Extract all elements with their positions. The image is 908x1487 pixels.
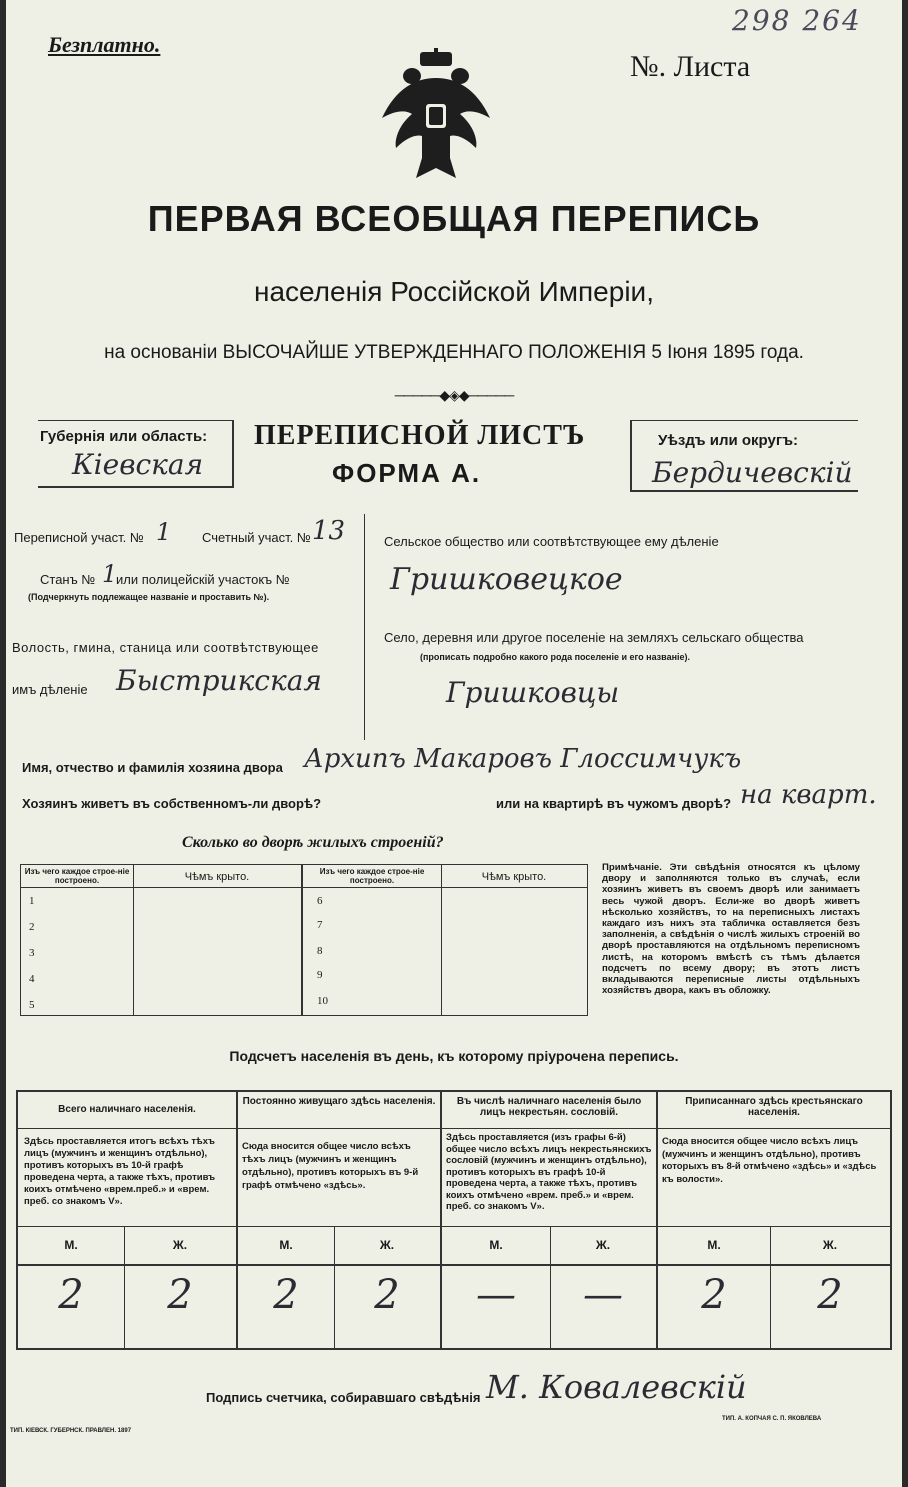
row-label: 8 (317, 945, 323, 957)
rent-label: или на квартирѣ въ чужомъ дворѣ? (496, 796, 732, 811)
form-name: ФОРМА А. (332, 458, 482, 488)
row-label: 2 (29, 921, 35, 933)
society-label: Сельское общество или соотвѣтствующее ему дѣленіе (384, 534, 719, 549)
row-label: 5 (29, 999, 35, 1011)
police-label: или полицейскій участокъ № (116, 572, 290, 587)
volost-value: Быстрикская (116, 664, 322, 697)
owner-name-label: Имя, отчество и фамилія хозяина двора (22, 760, 283, 775)
main-title: ПЕРВАЯ ВСЕОБЩАЯ ПЕРЕПИСЬ (147, 198, 761, 239)
pop-col1-desc: Здѣсь проставляется итогъ всѣхъ тѣхъ лицъ (мужчинъ и женщинъ отдѣльно), противъ которыхъ въ 10-й графѣ проведена черта, а также тѣхъ, противъ коихъ отмѣчено «врем.преб.» и «врем. преб. со знакомъ V». (24, 1136, 216, 1207)
pop-col3-header: Въ числѣ наличнаго населенія было лицъ некрестьян. сословій. (456, 1096, 642, 1118)
signature-value: М. Ковалевскій (486, 1368, 747, 1406)
stan-value: 1 (102, 560, 118, 588)
pop-col2-desc: Сюда вносится общее число всѣхъ тѣхъ лицъ (мужчинъ и женщинъ отдѣльно), противъ которыхъ въ 9-й графѣ отмѣчено «здѣсь». (242, 1141, 419, 1191)
stan-label: Станъ № (40, 572, 96, 587)
row-label: 3 (29, 947, 35, 959)
society-value: Гришковецкое (390, 562, 623, 597)
buildings-note: Примѣчаніе. Эти свѣдѣнія относятся къ цѣлому двору и заполняются только въ случаѣ, если хозяинъ живетъ въ своемъ дворѣ или занимаетъ весь чужой дворъ. Если-же во дворѣ живетъ нѣсколько хозяйствъ, то на переписныхъ листахъ каждаго изъ нихъ эта табличка оставляется безъ заполненія, а свѣдѣнія о числѣ жилыхъ строеній во дворѣ проставляются на отдѣльномъ переписномъ листѣ, на которомъ вмѣстѣ съ тѣмъ дѣлается подсчетъ по всему двору; въ этотъ листъ вкладываются переписные листы отдѣльныхъ хозяйствъ двора, какъ въ обложку. (602, 862, 860, 997)
archive-numbers: 298 264 (732, 4, 862, 37)
guberniya-label: Губернія или область: (40, 428, 208, 445)
row-label: 1 (29, 895, 35, 907)
col-material-right: Изъ чего каждое строе-ніе построено. (319, 867, 425, 885)
pop-nonpeasant-f: — (583, 1272, 623, 1318)
free-label: Безплатно. (48, 32, 161, 57)
signature-label: Подпись счетчика, собиравшаго свѣдѣнія (206, 1390, 481, 1405)
footer-right-imprint: ТИП. А. КОПЧАЯ С. П. ЯКОВЛЕВА (722, 1416, 822, 1422)
count-section-value: 13 (312, 516, 346, 546)
section-divider (364, 514, 365, 740)
village-note: (прописать подробно какого рода поселеніе и его названіе). (420, 652, 691, 662)
volost-label-2: имъ дѣленіе (12, 682, 88, 697)
pop-total-m: 2 (58, 1272, 84, 1318)
pop-peasant-f: 2 (817, 1272, 843, 1318)
col-roof-left: Чѣмъ крыто. (184, 871, 250, 883)
pop-col4-header: Приписаннаго здѣсь крестьянскаго населенія. (685, 1096, 863, 1118)
population-table (16, 1090, 892, 1350)
rent-value: на кварт. (740, 780, 877, 810)
f-label: Ж. (172, 1238, 188, 1252)
col-material-left: Изъ чего каждое строе-ніе построено. (24, 867, 130, 885)
pop-col2-header: Постоянно живущаго здѣсь населенія. (242, 1096, 436, 1107)
buildings-table (20, 864, 588, 1016)
census-section-value: 1 (156, 518, 172, 546)
pop-col3-desc: Здѣсь проставляется (изъ графы 6-й) общее число всѣхъ лицъ некрестьянскихъ сословій (мужчинъ и женщинъ отдѣльно), противъ которыхъ въ графѣ 10-й проведена черта, а также тѣхъ, противъ коихъ отмѣчено «врем. преб.» и «врем. преб. со знакомъ V». (446, 1132, 652, 1212)
own-yard-label: Хозяинъ живетъ въ собственномъ-ли дворѣ? (22, 796, 322, 811)
volost-label: Волость, гмина, станица или соотвѣтствующее (12, 640, 319, 655)
pop-permanent-f: 2 (374, 1272, 400, 1318)
count-section-label: Счетный участ. № (202, 530, 311, 545)
subtitle: населенія Россійской Имперіи, (254, 276, 654, 307)
pop-col4-desc: Сюда вносится общее число всѣхъ лицъ (мужчинъ и женщинъ отдѣльно), противъ которыхъ въ 8-й отмѣчено «здѣсь» и «здѣсь къ волости». (662, 1136, 877, 1185)
m-label: М. (707, 1238, 721, 1252)
population-title: Подсчетъ населенія въ день, къ которому пріурочена перепись. (229, 1048, 679, 1064)
village-label: Село, деревня или другое поселеніе на земляхъ сельскаго общества (384, 630, 804, 645)
buildings-label: Сколько во дворѣ жилыхъ строеній? (182, 834, 444, 851)
form-header (32, 418, 872, 494)
census-form-page (6, 0, 902, 1487)
guberniya-value: Кіевская (72, 448, 204, 481)
m-label: М. (489, 1238, 503, 1252)
pop-col1-header: Всего наличнаго населенія. (58, 1104, 196, 1115)
stan-note: (Подчеркнуть подлежащее названіе и проставить №). (28, 592, 270, 602)
row-label: 7 (317, 919, 323, 931)
pop-nonpeasant-m: — (476, 1272, 516, 1318)
pop-permanent-m: 2 (273, 1272, 299, 1318)
uezd-value: Бердичевскій (652, 456, 853, 489)
ornament-divider: ─────◆◈◆───── (394, 389, 514, 404)
f-label: Ж. (822, 1238, 838, 1252)
footer-left-imprint: ТИП. КІЕВСК. ГУБЕРНСК. ПРАВЛЕН. 1897 (10, 1428, 132, 1434)
row-label: 10 (317, 995, 328, 1007)
legal-basis: на основаніи ВЫСОЧАЙШЕ УТВЕРЖДЕННАГО ПОЛОЖЕНІЯ 5 Іюня 1895 года. (104, 342, 804, 363)
row-label: 9 (317, 969, 323, 981)
row-label: 4 (29, 973, 35, 985)
m-label: М. (279, 1238, 293, 1252)
census-section-label: Переписной участ. № (14, 530, 144, 545)
owner-name-value: Архипъ Макаровъ Глоссимчукъ (304, 744, 742, 774)
sheet-number-label: №. Листа (630, 50, 751, 83)
uezd-label: Уѣздъ или округъ: (658, 432, 799, 449)
f-label: Ж. (379, 1238, 395, 1252)
f-label: Ж. (595, 1238, 611, 1252)
pop-total-f: 2 (167, 1272, 193, 1318)
pop-peasant-m: 2 (701, 1272, 727, 1318)
form-title: ПЕРЕПИСНОЙ ЛИСТЪ (254, 420, 586, 451)
m-label: М. (64, 1238, 78, 1252)
row-label: 6 (317, 895, 323, 907)
col-roof-right: Чѣмъ крыто. (481, 871, 547, 883)
village-value: Гришковцы (446, 676, 620, 709)
imperial-eagle-emblem (376, 48, 496, 188)
